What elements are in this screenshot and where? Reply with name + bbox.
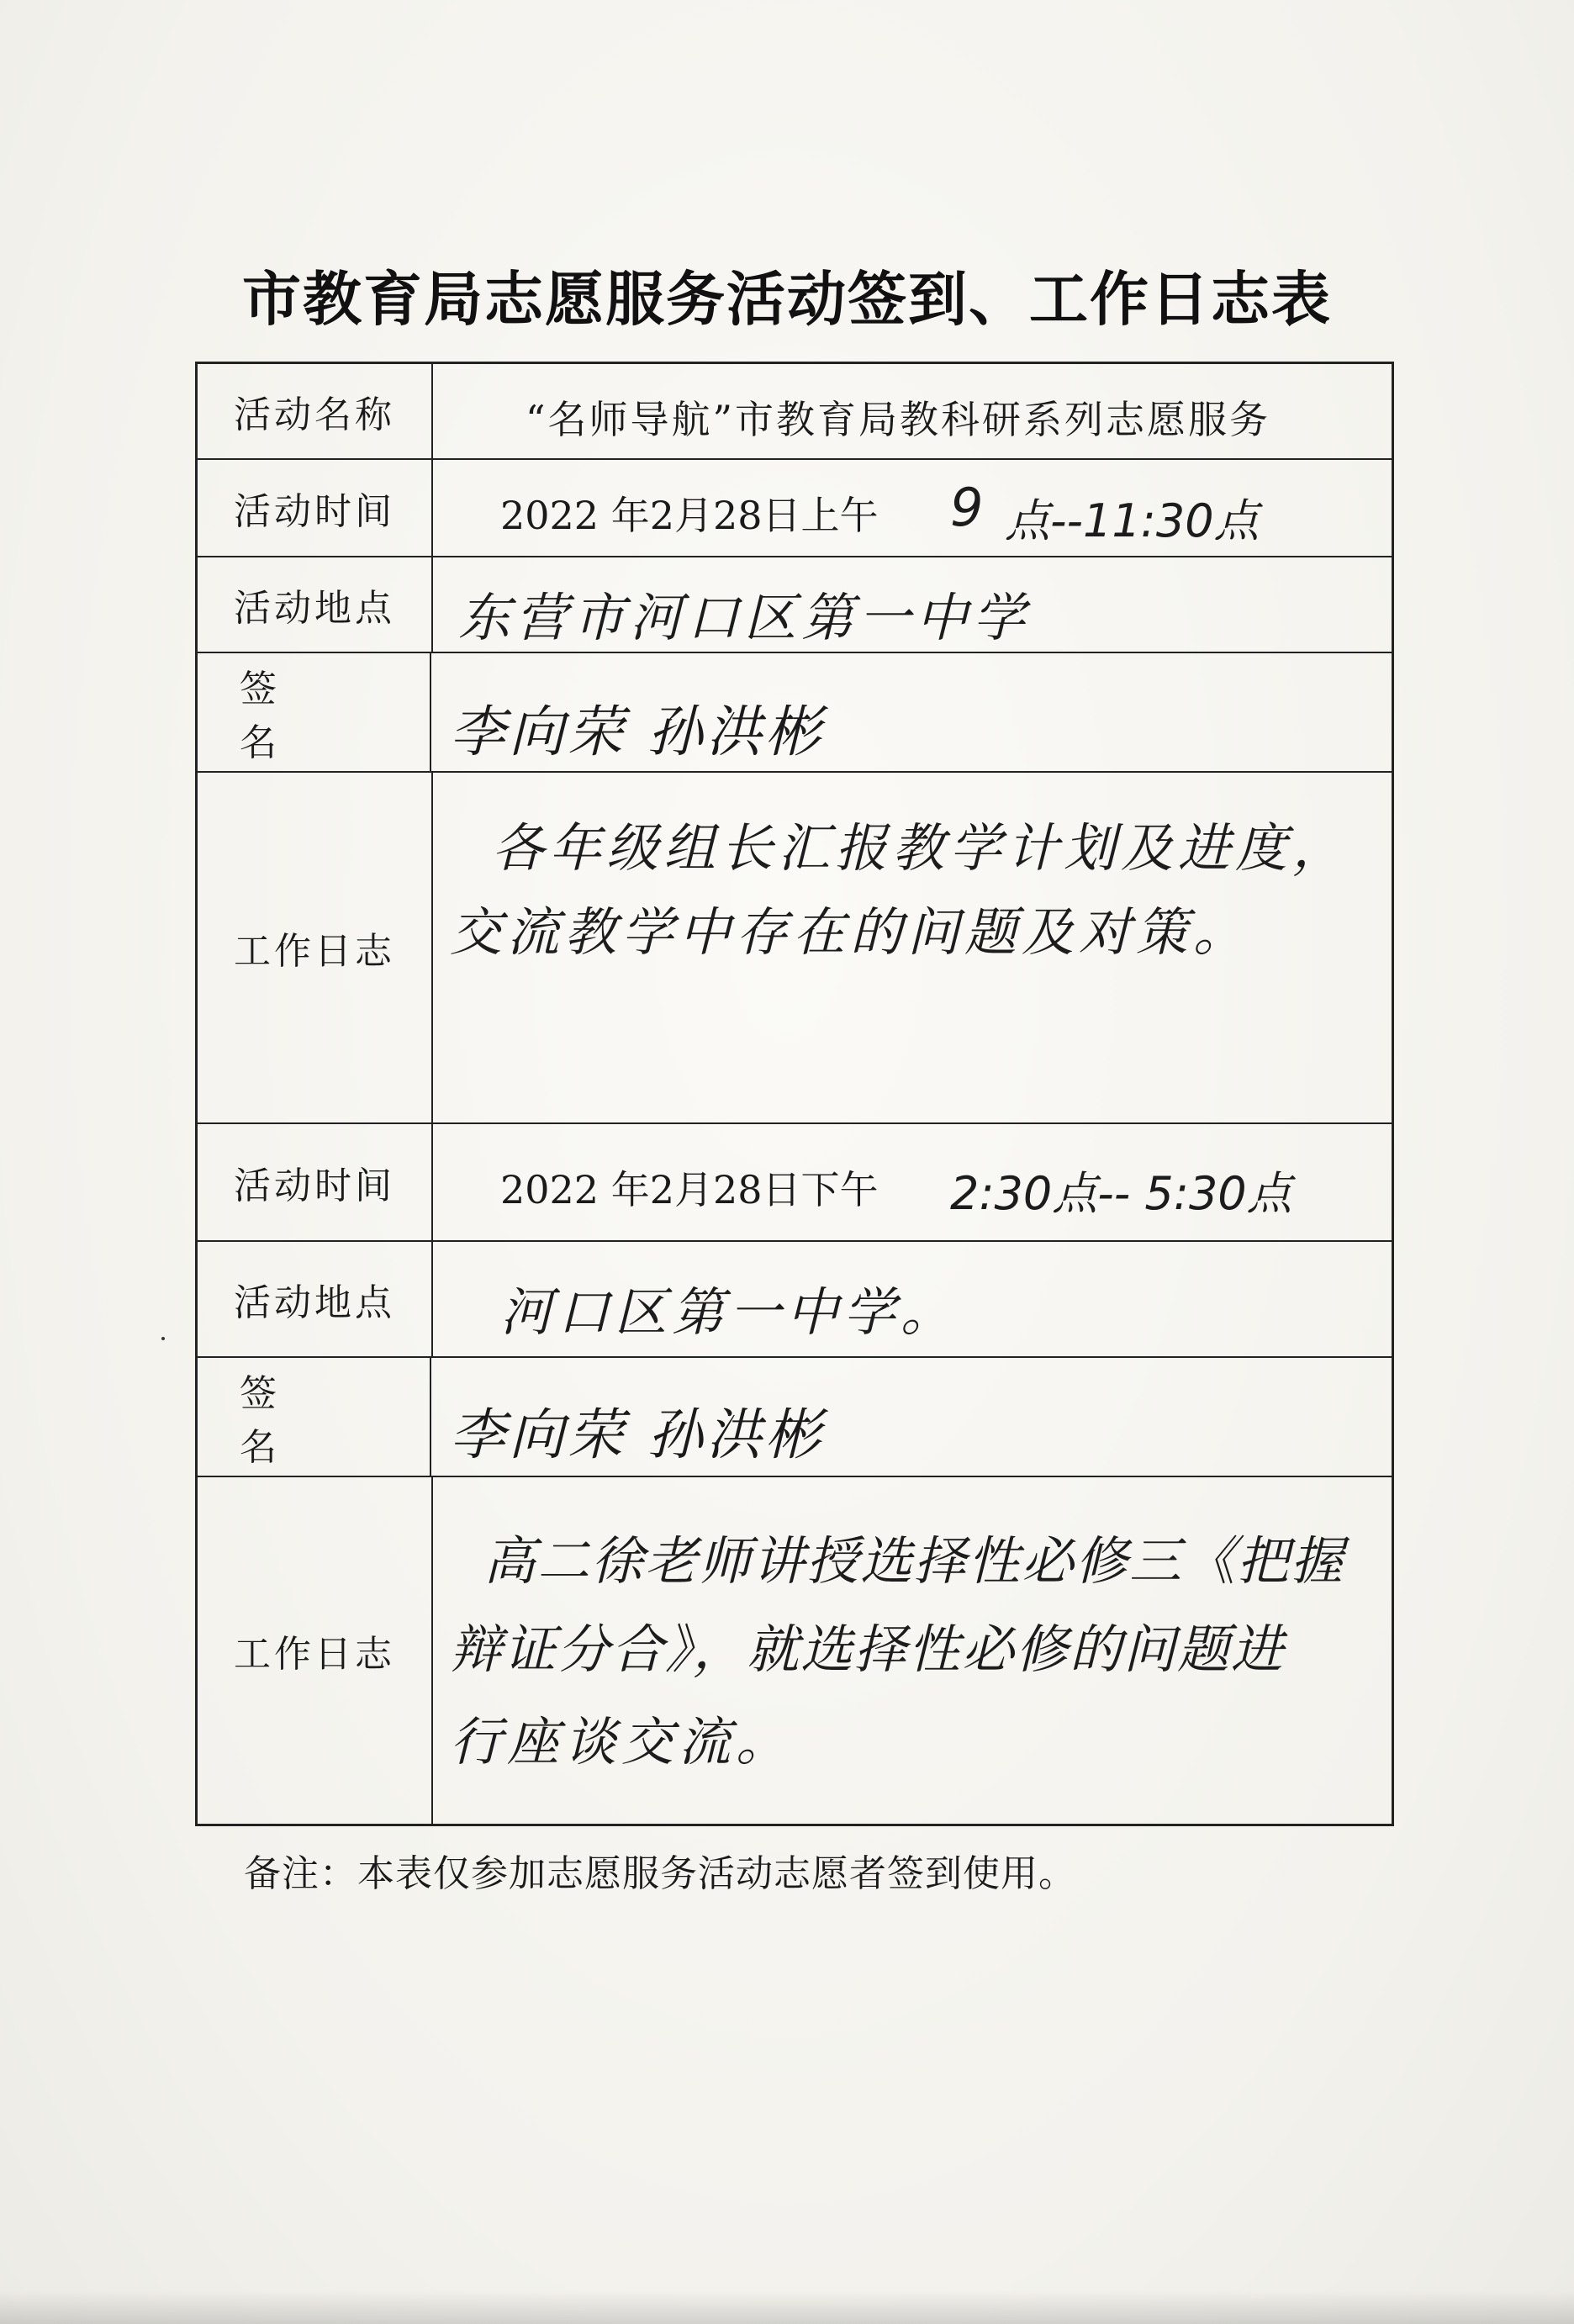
session2-place-value: 河口区第一中学。 <box>500 1281 959 1343</box>
session1-log-cell <box>433 773 1392 1122</box>
footer-note: 备注：本表仅参加志愿服务活动志愿者签到使用。 <box>244 1852 1076 1895</box>
label-activity-name: 活动名称 <box>198 364 433 458</box>
session2-log-line-2: 辩证分合》，就选择性必修的问题进 <box>450 1619 1286 1680</box>
label-session2-place: 活动地点 <box>198 1242 433 1356</box>
row-activity-name <box>198 364 1392 460</box>
label-session2-signature: 签 名 <box>198 1358 431 1476</box>
session2-time-cell <box>433 1124 1392 1240</box>
signin-log-table <box>195 362 1394 1826</box>
row-session1-signature <box>198 653 1392 773</box>
session2-log-cell <box>433 1477 1392 1824</box>
label-session2-time: 活动时间 <box>198 1124 433 1240</box>
row-session2-time <box>198 1124 1392 1242</box>
session1-signature-cell <box>433 653 1392 771</box>
session1-time-rest: 点--11:30点 <box>1005 494 1260 547</box>
row-session1-log <box>198 773 1392 1124</box>
scan-speck <box>161 1337 165 1340</box>
label-session1-time: 活动时间 <box>198 460 433 556</box>
session2-date: 2022 年2月28日下午 <box>500 1167 879 1212</box>
session1-time-cell <box>433 460 1392 556</box>
label-session1-log: 工作日志 <box>198 773 433 1122</box>
session2-time-rest: 2:30点-- 5:30点 <box>950 1167 1292 1220</box>
session2-signature-value: 李向荣 孙洪彬 <box>450 1402 824 1467</box>
session2-log-line-3: 行座谈交流。 <box>450 1711 794 1772</box>
activity-name-value: “名师导航”市教育局教科研系列志愿服务 <box>526 397 1271 442</box>
label-session2-log: 工作日志 <box>198 1477 433 1824</box>
session1-date: 2022 年2月28日上午 <box>500 493 879 538</box>
session2-signature-cell <box>433 1358 1392 1476</box>
session1-hour-start: 9 <box>950 477 989 538</box>
label-session1-place: 活动地点 <box>198 557 433 652</box>
session1-log-line-1: 各年级组长汇报教学计划及进度， <box>492 817 1350 879</box>
row-session1-place <box>198 557 1392 653</box>
session1-place-value: 东营市河口区第一中学 <box>458 587 1031 648</box>
session1-signature-value: 李向荣 孙洪彬 <box>450 700 824 764</box>
activity-name-cell <box>433 364 1392 458</box>
session2-place-cell <box>433 1242 1392 1356</box>
label-session1-signature: 签 名 <box>198 653 431 771</box>
session2-log-line-1: 高二徐老师讲授选择性必修三《把握 <box>483 1530 1345 1592</box>
row-session2-signature <box>198 1358 1392 1477</box>
session1-place-cell <box>433 557 1392 652</box>
session1-log-line-2: 交流教学中存在的问题及对策。 <box>450 901 1251 963</box>
row-session1-time <box>198 460 1392 557</box>
row-session2-place <box>198 1242 1392 1358</box>
page-title: 市教育局志愿服务活动签到、工作日志表 <box>242 264 1332 334</box>
row-session2-log <box>198 1477 1392 1824</box>
scan-edge-shadow <box>0 2290 1574 2324</box>
